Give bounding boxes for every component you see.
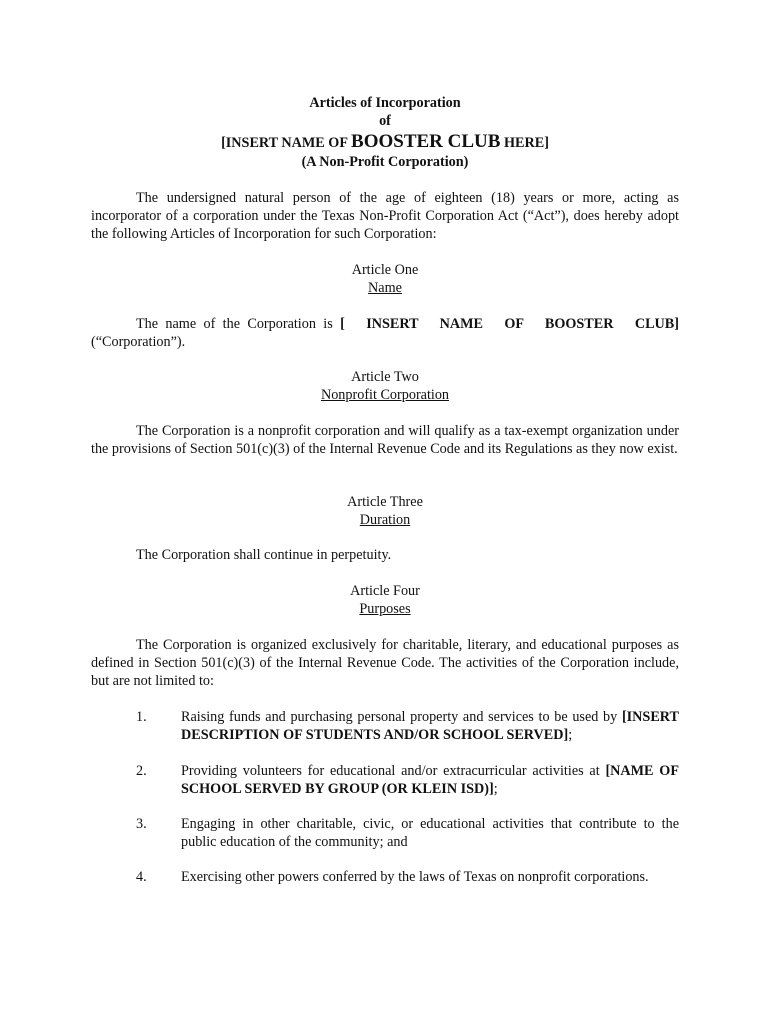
article-one-text-pre: The name of the Corporation is [136, 316, 341, 332]
document-subtitle: (A Non-Profit Corporation) [301, 154, 469, 170]
list-item-text [181, 708, 679, 744]
booster-club-name-placeholder [0, 130, 770, 155]
list-item-text [181, 762, 679, 798]
list-item-text-bold: [NAME OF SCHOOL SERVED BY GROUP (OR KLEIN ISD)] [181, 763, 679, 797]
title-placeholder-big: BOOSTER CLUB [351, 131, 501, 152]
article-one-paragraph-end: (“Corporation”). [91, 334, 186, 350]
article-two-subheading-text: Nonprofit Corporation [320, 387, 450, 403]
article-four-subheading [0, 600, 770, 618]
list-item-text-pre: Raising funds and purchasing personal property and services to be used by [181, 709, 622, 725]
article-one-paragraph [91, 315, 679, 333]
list-item-number: 3. [136, 816, 147, 832]
article-four-paragraph: The Corporation is organized exclusively for charitable, literary, and educational purposes as defined in Section 501(c)(3) of the Internal Revenue Code. The activities of the Corporation include, but are not limited to: [91, 637, 679, 689]
article-three-paragraph: The Corporation shall continue in perpetuity. [136, 547, 392, 563]
list-item-text-pre: Providing volunteers for educational and/or extracurricular activities at [181, 763, 606, 779]
title-placeholder-post: HERE] [500, 135, 549, 151]
article-one-text-bold: [ INSERT NAME OF BOOSTER CLUB] [340, 316, 679, 332]
list-item-text-pre: Exercising other powers conferred by the laws of Texas on nonprofit corporations. [181, 869, 649, 885]
list-item-number: 1. [136, 709, 147, 725]
list-item-number: 2. [136, 763, 147, 779]
article-three-subheading-text: Duration [359, 512, 411, 528]
title-placeholder-pre: [INSERT NAME OF [221, 135, 352, 151]
intro-paragraph: The undersigned natural person of the age of eighteen (18) years or more, acting as incorporator of a corporation under the Texas Non-Profit Corporation Act (“Act”), does hereby adopt the following Articles of Incorporation for such Corporation: [91, 190, 679, 242]
article-two-heading: Article Two [351, 369, 419, 385]
list-item-text [181, 868, 679, 886]
article-three-subheading [0, 511, 770, 529]
list-item-text [181, 815, 679, 851]
list-item-text-pre: Engaging in other charitable, civic, or educational activities that contribute to the public education of the community; and [181, 816, 679, 850]
list-item-text-post: ; [568, 727, 573, 743]
article-two-paragraph: The Corporation is a nonprofit corporation and will qualify as a tax-exempt organization under the provisions of Section 501(c)(3) of the Internal Revenue Code and its Regulations as they now exist. [91, 423, 679, 457]
article-three-heading: Article Three [347, 494, 423, 510]
document-title-of: of [379, 113, 391, 129]
list-item-text-bold: [INSERT DESCRIPTION OF STUDENTS AND/OR SCHOOL SERVED] [181, 709, 679, 743]
article-one-heading: Article One [351, 262, 419, 278]
document-title: Articles of Incorporation [309, 95, 461, 111]
article-four-heading: Article Four [350, 583, 420, 599]
article-two-subheading [0, 386, 770, 404]
article-four-subheading-text: Purposes [359, 601, 411, 617]
article-one-subheading-text: Name [368, 280, 402, 296]
article-one-subheading [0, 279, 770, 297]
list-item-text-post: ; [493, 781, 498, 797]
list-item-number: 4. [136, 869, 147, 885]
